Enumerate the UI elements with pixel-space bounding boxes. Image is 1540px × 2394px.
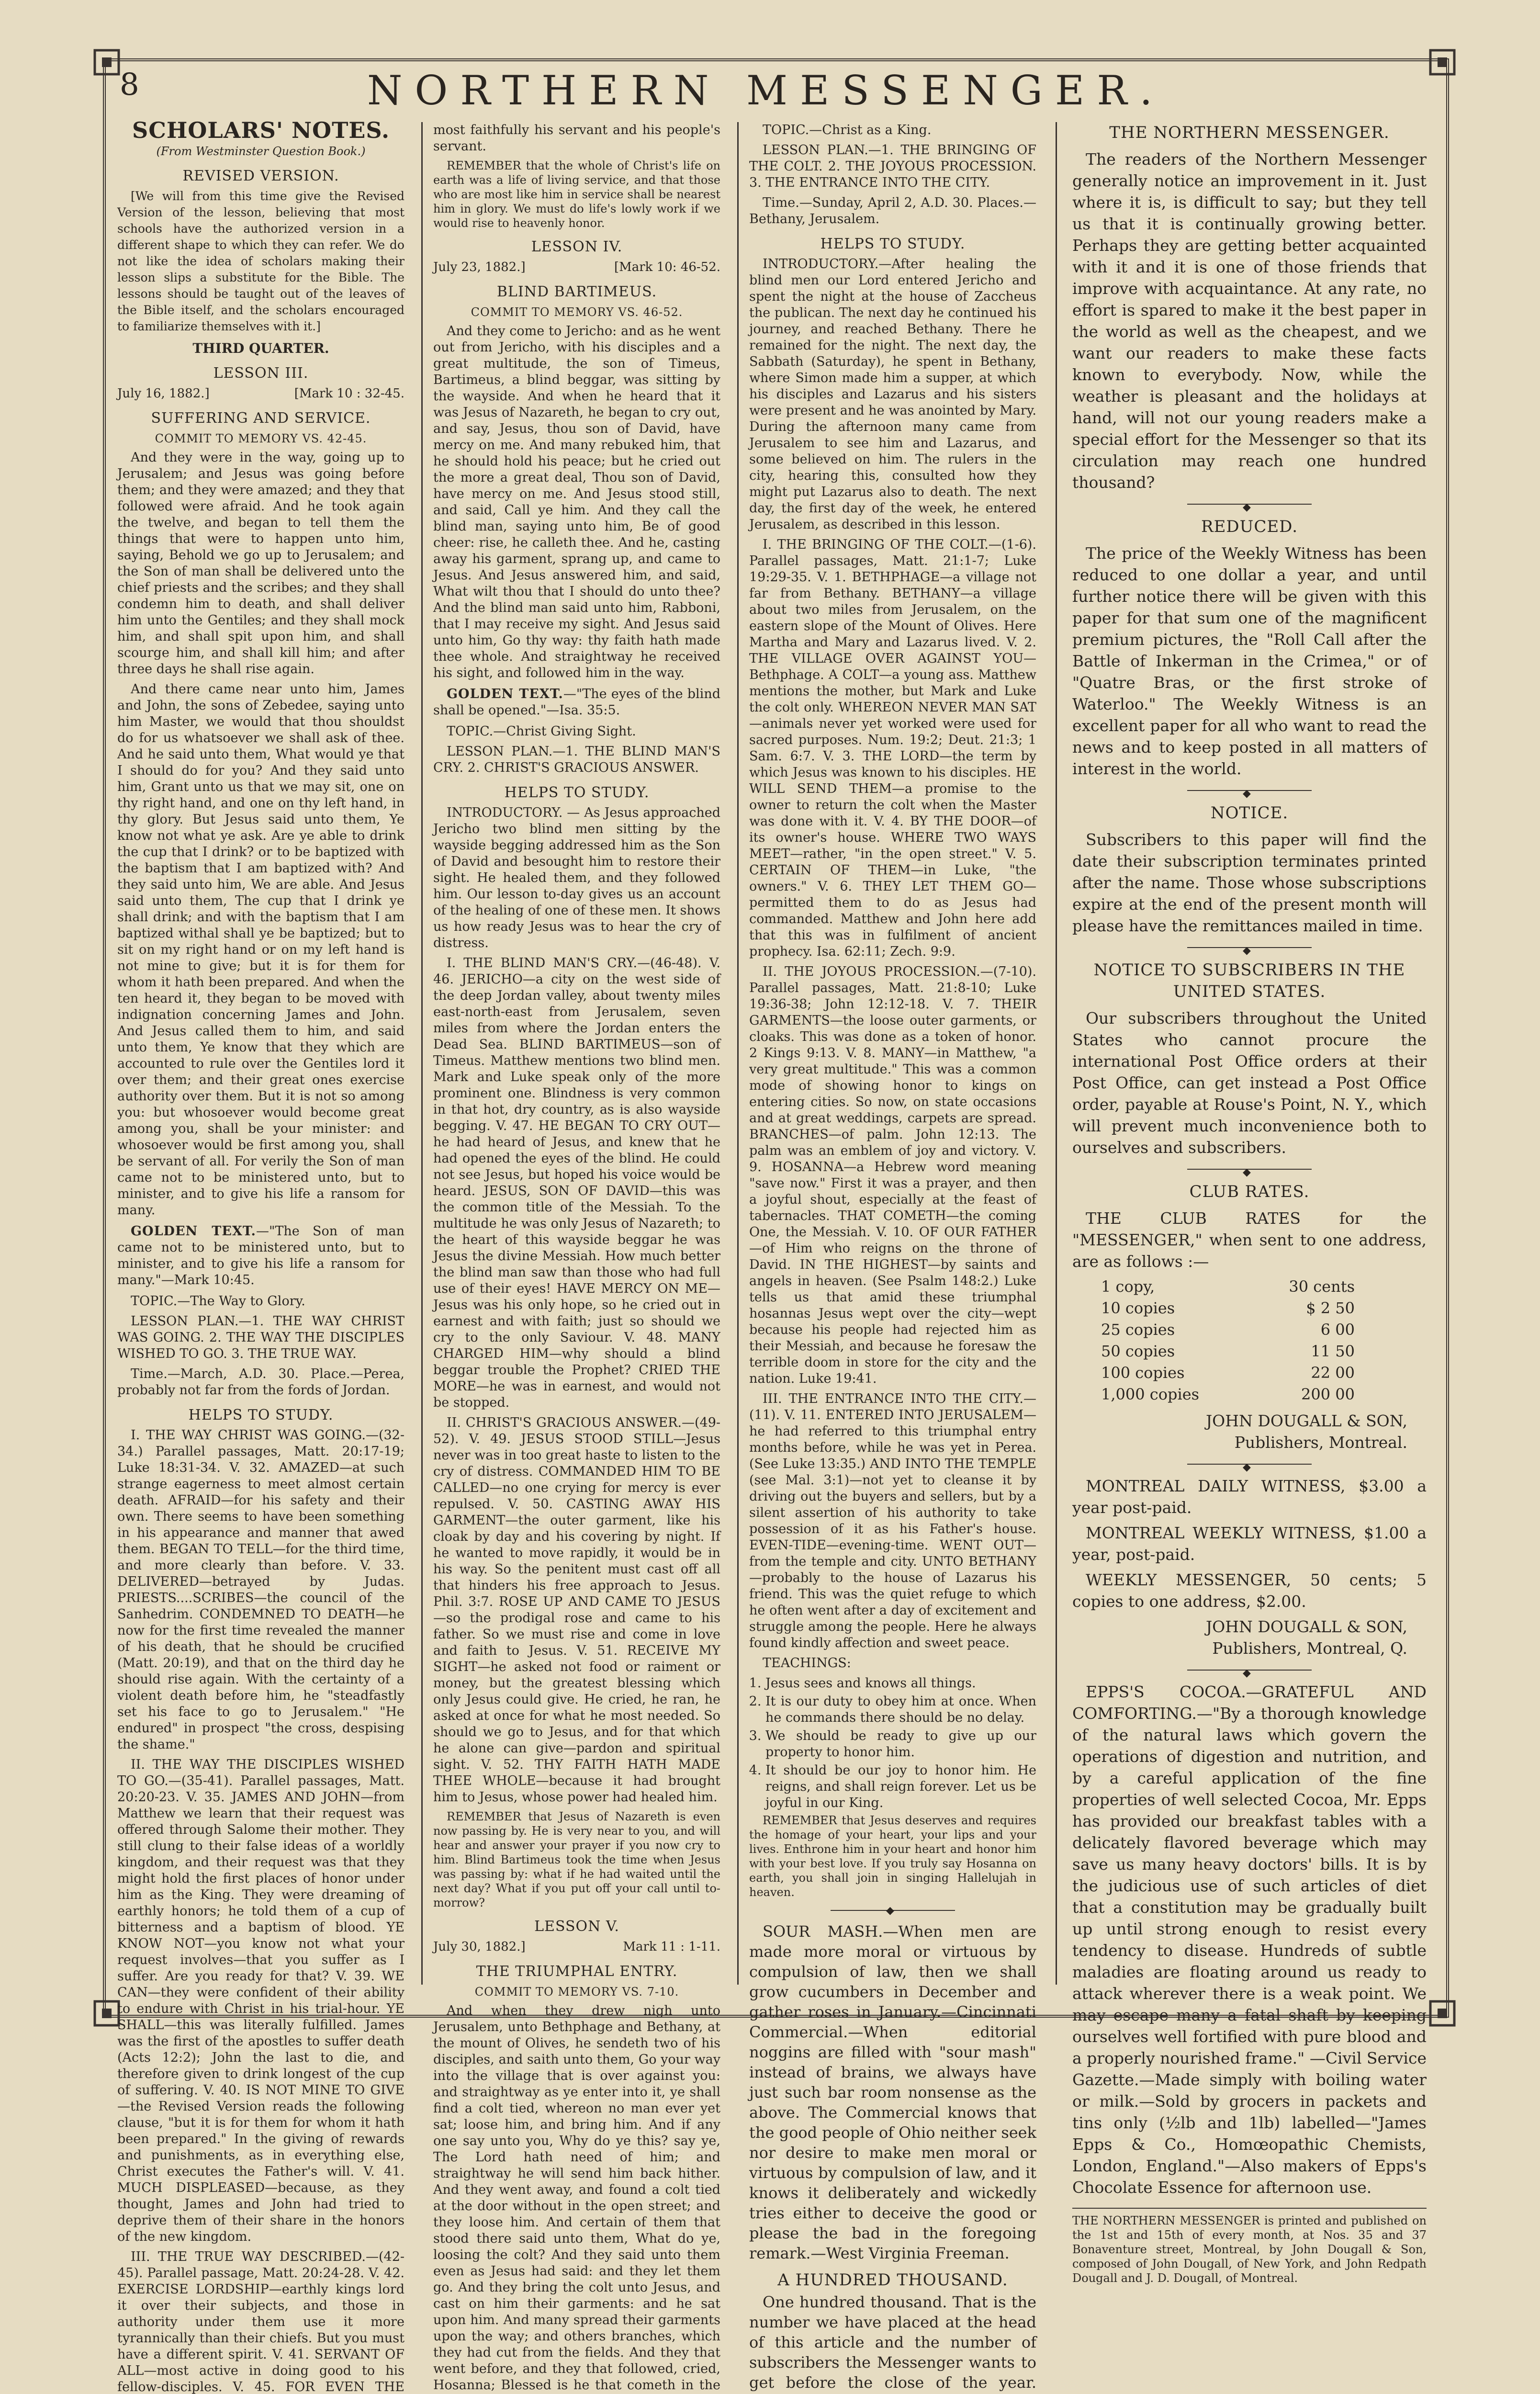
column-rule: [1056, 122, 1057, 1985]
scripture-text: And there came near unto him, James and John, the sons of Zebedee, saying unto him Master, we would that thou shouldst do for us whatsoever we shall ask of thee. And he said unto them, What would ye that I should do for you? And they said unto him, Grant unto us that we may sit, one on thy right hand, and one on thy left hand, in thy glory. But Jesus said unto them, Ye know not what ye ask. Are ye able to drink the cup that I drink? or to be baptized with the baptism that I am baptized with? And they said unto him, We are able. And Jesus said unto them, The cup that I drink ye shall drink; and with the baptism that I am baptized withal shall ye be baptized; but to sit on my right hand or on my left hand is not mine to give; but it is for them for whom it hath been prepared. And when the ten heard it, they began to be moved with indignation concerning James and John. And Jesus called them to him, and said unto them, Ye know that they which are accounted to rule over the Gentiles lord it over them; and their great ones exercise authority over them. But it is not so among you: but whosoever would become great among you, shall be your minister: and whosoever would be first among you, shall be servant of all. For verily the Son of man came not to be ministered unto, but to minister, and to give his life a ransom for many.: [117, 682, 405, 1218]
masthead-title: NORTHERN MESSENGER.: [367, 67, 1165, 114]
helps-heading: HELPS TO STUDY.: [188, 1407, 334, 1423]
ornament-divider: [1187, 947, 1312, 948]
commit-to-memory: COMMIT TO MEMORY VS. 42-45.: [155, 432, 367, 445]
remember-note: REMEMBER that the whole of Christ's life on earth was a life of living service, and that those who are most like him in service shall be nearest him in glory. We must do life's lowly work if we would rise to heavenly honor.: [433, 159, 720, 230]
help-paragraph: II. THE JOYOUS PROCESSION.—(7-10). Parallel passages, Matt. 21:8-10; Luke 19:36-38; John 12:12-18. V. 7. THEIR GARMENTS—the loose outer garments, or cloaks. This was done as a token of honor. 2 Kings 9:13. V. 8. MANY—in Matthew, "a very great multitude." This was a common mode of showing honor to kings on entering cities. So now, on state occasions and at great weddings, carpets are spread. BRANCHES—of palm. John 12:13. The palm was an emblem of joy and victory. V. 9. HOSANNA—a Hebrew word meaning "save now." First it was a prayer, and then a joyful shout, especially at the feast of tabernacles. THAT COMETH—the coming One, the Messiah. V. 10. OF OUR FATHER—of Him who reigns on the throne of David. IN THE HIGHEST—by saints and angels in heaven. (See Psalm 148:2.) Luke tells us that amid these triumphal hosannas Jesus wept over the city—wept because his people had rejected him as their Messiah, and because he foresaw the terrible doom in store for the city and the nation. Luke 19:41.: [749, 964, 1036, 1386]
lesson-heading: LESSON V.: [534, 1918, 619, 1935]
club-rates-table: [1101, 1276, 1427, 1405]
list-item: 4. It should be our joy to honor him. He reigns, and shall reign forever. Let us be joyful in our King.: [765, 1762, 1036, 1811]
ornament-divider: [1187, 1169, 1312, 1170]
table-row: 1,000 copies 200 00: [1101, 1385, 1355, 1403]
page-number: 8: [120, 67, 139, 102]
epps-advertisement: EPPS'S COCOA.—GRATEFUL AND COMFORTING.—"By a thorough knowledge of the natural laws which govern the operations of digestion and nutrition, and by a careful application of the fine properties of well selected Cocoa, Mr. Epps has provided our breakfast tables with a delicately flavored beverage which may save us many heavy doctors' bills. It is by the judicious use of such articles of diet that a constitution may be gradually built up until strong enough to resist every tendency to disease. Hundreds of subtle maladies are floating around us ready to attack wherever there is a weak point. We may escape many a fatal shaft by keeping ourselves well fortified with pure blood and a properly nourished frame." —Civil Service Gazette.—Made simply with boiling water or milk.—Sold by grocers in packets and tins only (½lb and 1lb) labelled—"James Epps & Co., Homœopathic Chemists, London, England."—Also makers of Epps's Chocolate Essence for afternoon use.: [1072, 1683, 1427, 2197]
lesson-subject: THE TRIUMPHAL ENTRY.: [476, 1963, 678, 1980]
ornament-divider: [1187, 1464, 1312, 1465]
lesson-date: July 30, 1882.]: [433, 1940, 526, 1954]
notice-text: The readers of the Northern Messenger generally notice an improvement in it. Just where it is, is difficult to say; but they tell us that it is continually growing better. Perhaps they are getting better acquainted with it and it is one of those friends that improve with acquaintance. At any rate, no effort is spared to make it the best paper in the world as well as the cheapest, and we want our readers to make these facts known to everybody. Now, while the weather is pleasant and the holidays at hand, will not our young readers make a special effort for the Messenger so that its circulation may reach one hundred thousand?: [1072, 150, 1427, 492]
notice-text: Subscribers to this paper will find the date their subscription terminates printed after the name. Those whose subscriptions expire at the end of the present month will please have the remittances mailed in time.: [1072, 830, 1427, 935]
column-lesson-four: [433, 122, 720, 2393]
notice-text: Our subscribers throughout the United States who cannot procure the international Post Office orders at their Post Office, can get instead a Post Office order, payable at Rouse's Point, N. Y., which will prevent much inconvenience both to ourselves and subscribers.: [1072, 1009, 1427, 1157]
help-paragraph: INTRODUCTORY.—After healing the blind men our Lord entered Jericho and spent the night at the house of Zaccheus the publican. The next day he continued his journey, and reached Bethany. There he remained for the night. The next day, the Sabbath (Saturday), he spent in Bethany, where Simon made him a supper, at which his disciples and Lazarus and his sisters were present and he was anointed by Mary. During the afternoon many came from Jerusalem to see him and Lazarus, and some believed on him. The rulers in the city, hearing this, consulted how they might put Lazarus also to death. The next day, the first day of the week, he entered Jerusalem, as described in this lesson.: [749, 257, 1036, 532]
article-text: One hundred thousand. That is the number we have placed at the head of this article and the number of subscribers the Messenger wants to get before the close of the year.: [749, 2293, 1036, 2392]
scripture-text: And they come to Jericho: and as he went out from Jericho, with his disciples and a great multitude, the son of Timeus, Bartimeus, a blind beggar, was sitting by the wayside. And when he heard that it was Jesus of Nazareth, he began to cry out, and say, Jesus, thou son of David, have mercy on me. And many rebuked him, that he should hold his peace; but he cried out the more a great deal, Thou son of David, have mercy on me. And Jesus stood still, and said, Call ye him. And they call the blind man, saying unto him, Be of good cheer: rise, he calleth thee. And he, casting away his garment, sprang up, and came to Jesus. And Jesus answered him, and said, What wilt thou that I should do unto thee? And the blind man said unto him, Rabboni, that I may receive my sight. And Jesus said unto him, Go thy way: thy faith hath made thee whole. And straightway he received his sight, and followed him in the way.: [433, 324, 720, 680]
club-intro: THE CLUB RATES for the "MESSENGER," when sent to one address, are as follows :—: [1072, 1209, 1427, 1271]
column-rule: [737, 122, 739, 1985]
help-paragraph: INTRODUCTORY. — As Jesus approached Jericho two blind men sitting by the wayside begging addressed him as the Son of David and besought him to restore their sight. He healed them, and they followed him. Our lesson to-day gives us an account of the healing of one of these men. It shows us how ready Jesus was to hear the cry of distress.: [433, 805, 720, 950]
notice-title: NOTICE.: [1210, 803, 1289, 823]
lesson-heading: LESSON IV.: [531, 238, 623, 255]
price-line: MONTREAL DAILY WITNESS, $3.00 a year post-paid.: [1072, 1477, 1427, 1517]
help-paragraph: I. THE WAY CHRIST WAS GOING.—(32-34.) Parallel passages, Matt. 20:17-19; Luke 18:31-34. V. 32. AMAZED—at such strange eagerness to meet almost certain death. AFRAID—for his safety and their own. There seems to have been something in his appearance and manner that awed them. BEGAN TO TELL—for the third time, and more clearly than before. V. 33. DELIVERED—betrayed by Judas. PRIESTS....SCRIBES—the council of the Sanhedrim. CONDEMNED TO DEATH—he now for the first time revealed the manner of his death, that he should be crucified (Matt. 20:19), and that on the third day he should rise again. With the certainty of a violent death before him, he "steadfastly set his face to go to Jerusalem." "He endured" in prospect "the cross, despising the shame.": [117, 1428, 405, 1752]
lesson-subject: BLIND BARTIMEUS.: [496, 283, 657, 300]
golden-text: GOLDEN TEXT.—"The Son of man came not to be ministered unto, but to minister, and to give his life a ransom for many."—Mark 10:45.: [117, 1224, 405, 1287]
column-scholars-notes: [117, 117, 405, 2394]
help-paragraph: I. THE BLIND MAN'S CRY.—(46-48). V. 46. JERICHO—a city on the west side of the deep Jordan valley, about twenty miles east-north-east from Jerusalem, seven miles from where the Jordan enters the Dead Sea. BLIND BARTIMEUS—son of Timeus. Matthew mentions two blind men. Mark and Luke speak only of the more prominent one. Blindness is very common in that hot, dry country, as is also wayside begging. V. 47. HE BEGAN TO CRY OUT—he had heard of Jesus, and knew that he had opened the eyes of the blind. He could not see Jesus, but hoped his voice would be heard. JESUS, SON OF DAVID—this was the common title of the Messiah. To the multitude he was only Jesus of Nazareth; to the heart of this wayside beggar he was Jesus the divine Messiah. How much better the blind man saw than those who had full use of their eyes! HAVE MERCY ON ME—Jesus was his only hope, so he cried out in earnest and with faith; just so should we cry to the only Saviour. V. 48. MANY CHARGED HIM—why should a blind beggar trouble the Prophet? CRIED THE MORE—he was in earnest, and would not be stopped.: [433, 956, 720, 1410]
topic: TOPIC.—The Way to Glory.: [131, 1294, 305, 1309]
article-title: A HUNDRED THOUSAND.: [777, 2270, 1008, 2290]
table-row: 1 copy, 30 cents: [1101, 1277, 1355, 1296]
help-paragraph: II. CHRIST'S GRACIOUS ANSWER.—(49-52). V. 49. JESUS STOOD STILL—Jesus never was in too great haste to listen to the cry of distress. COMMANDED HIM TO BE CALLED—no one crying for mercy is ever repulsed. V. 50. CASTING AWAY HIS GARMENT—the outer garment, like his cloak by day and his covering by night. If he wanted to move rapidly, it would be in his way. So the penitent must cast off all that hinders his free approach to Jesus. Phil. 3:7. ROSE UP AND CAME TO JESUS—so the prodigal rose and came to his father. So we must rise and come in love and faith to Jesus. V. 51. RECEIVE MY SIGHT—he asked not food or raiment or money, but the greatest blessing which only Jesus could give. He cried, he ran, he asked at once for what he most needed. So should we go to Jesus, and for that which he alone can give—pardon and spiritual sight. V. 52. THY FAITH HATH MADE THEE WHOLE—because it had brought him to Jesus, whose power had healed him.: [433, 1415, 720, 1805]
column-notices: [1072, 122, 1427, 2285]
notice-title: CLUB RATES.: [1189, 1182, 1310, 1201]
commit-to-memory: COMMIT TO MEMORY VS. 7-10.: [474, 1985, 679, 1999]
section-title: SCHOLARS' NOTES.: [132, 117, 390, 143]
teachings-list: [749, 1675, 1036, 1811]
lesson-date: July 23, 1882.]: [433, 260, 526, 274]
publisher-signature: JOHN DOUGALL & SON,: [1205, 1617, 1407, 1636]
table-row: 10 copies $ 2 50: [1101, 1299, 1355, 1317]
lesson-date: July 16, 1882.]: [117, 386, 210, 401]
time-place: Time.—March, A.D. 30. Place.—Perea, probably not far from the fords of Jordan.: [117, 1366, 405, 1398]
column-lesson-five: [749, 122, 1036, 2392]
list-item: 3. We should be ready to give up our property to honor him.: [765, 1728, 1036, 1761]
lesson-plan: LESSON PLAN.—1. THE BRINGING OF THE COLT. 2. THE JOYOUS PROCESSION. 3. THE ENTRANCE INTO THE CITY.: [749, 143, 1036, 190]
editor-note: [We will from this time give the Revised Version of the lesson, believing that most schools have the authorized version in a different shape to which they can refer. We do not like the idea of scholars making their lesson slips a substitute for the Bible. The lessons should be taught out of the leaves of the Bible itself, and the scholars encouraged to familiarize themselves with it.]: [117, 189, 405, 333]
lesson-plan: LESSON PLAN.—1. THE BLIND MAN'S CRY. 2. CHRIST'S GRACIOUS ANSWER.: [433, 744, 720, 775]
scripture-text: And when they drew nigh unto Jerusalem, unto Bethphage and Bethany, at the mount of Olives, he sendeth two of his disciples, and saith unto them, Go your way into the village that is over against you: and straightway as ye enter into it, ye shall find a colt tied, whereon no man ever yet sat; loose him, and bring him. And if any one say unto you, Why do ye this? say ye, The Lord hath need of him; and straightway he will send him back hither. And they went away, and found a colt tied at the door without in the open street; and they loose him. And certain of them that stood there said unto them, What do ye, loosing the colt? And they said unto them even as Jesus had said: and they let them go. And they bring the colt unto Jesus, and cast on him their garments: and he sat upon him. And many spread their garments upon the way; and others branches, which they had cut from the fields. And they that went before, and they that followed, cried, Hosanna; Blessed is he that cometh in the: [433, 2003, 720, 2393]
table-row: 50 copies 11 50: [1101, 1342, 1355, 1360]
quarter-heading: THIRD QUARTER.: [192, 340, 329, 356]
price-line: WEEKLY MESSENGER, 50 cents; 5 copies to one address, $2.00.: [1072, 1570, 1427, 1611]
help-paragraph: III. THE ENTRANCE INTO THE CITY.—(11). V. 11. ENTERED INTO JERUSALEM—he had referred to this triumphal entry months before, while he was yet in Perea. (See Luke 13:35.) AND INTO THE TEMPLE (see Mal. 3:1)—not yet to cleanse it by driving out the buyers and sellers, but by a silent assertion of his authority to take possession of it as his Father's house. EVEN-TIDE—evening-time. WENT OUT—from the temple and city. UNTO BETHANY—probably to the house of Lazarus his friend. This was the quiet refuge to which he often went after a day of excitement and struggle among the people. Here he always found kindly affection and sweet peace.: [749, 1391, 1036, 1650]
lesson-ref: Mark 11 : 1-11.: [623, 1940, 720, 1954]
teachings-label: TEACHINGS:: [763, 1656, 851, 1671]
corner-ornament-icon: [1421, 41, 1464, 84]
imprint-note: THE NORTHERN MESSENGER is printed and published on the 1st and 15th of every month, at Nos. 35 and 37 Bonaventure street, Montreal, by John Dougall & Son, composed of John Dougall, of New York, and John Redpath Dougall and J. D. Dougall, of Montreal.: [1072, 2208, 1427, 2285]
source-note: (From Westminster Question Book.): [156, 145, 366, 158]
help-paragraph: III. THE TRUE WAY DESCRIBED.—(42-45). Parallel passage, Matt. 20:24-28. V. 42. EXERCISE LORDSHIP—earthly kings lord it over their subjects, and those in authority under them use it more tyrannically than their chiefs. But you must have a different spirit. V. 41. SERVANT OF ALL—most active in doing good to his fellow-disciples. V. 45. FOR EVEN THE: [117, 2249, 405, 2394]
helps-heading: HELPS TO STUDY.: [820, 236, 966, 252]
scripture-text: And they were in the way, going up to Jerusalem; and Jesus was going before them; and they were amazed; and they that followed were afraid. And he took again the twelve, and began to tell them the things that were to happen unto him, saying, Behold we go up to Jerusalem; and the Son of man shall be delivered unto the chief priests and the scribes; and they shall condemn him to death, and shall deliver him unto the Gentiles; and they shall mock him, and shall spit upon him, and shall scourge him, and shall kill him; and after three days he shall rise again.: [117, 450, 405, 677]
topic: TOPIC.—Christ Giving Sight.: [447, 724, 636, 739]
remember-note: REMEMBER that Jesus of Nazareth is even now passing by. He is very near to you, and will hear and answer your prayer if you now cry to him. Blind Bartimeus took the time when Jesus was passing by: what if he had waited until the next day? What if you put off your call until to-morrow?: [433, 1810, 720, 1909]
ornament-divider: [1187, 790, 1312, 791]
notice-title: THE NORTHERN MESSENGER.: [1109, 123, 1390, 142]
topic: TOPIC.—Christ as a King.: [763, 123, 932, 137]
help-paragraph: I. THE BRINGING OF THE COLT.—(1-6). Parallel passages, Matt. 21:1-7; Luke 19:29-35. V. 1. BETHPHAGE—a village not far from Bethany. BETHANY—a village about two miles from Jerusalem, on the eastern slope of the Mount of Olives. Here Martha and Mary and Lazarus lived. V. 2. THE VILLAGE OVER AGAINST YOU—Bethphage. A COLT—a young ass. Matthew mentions the mother, but Mark and Luke the colt only. WHEREON NEVER MAN SAT—animals never yet worked were used for sacred purposes. Num. 19:2; Deut. 21:3; 1 Sam. 6:7. V. 3. THE LORD—the term by which Jesus was known to his disciples. HE WILL SEND THEM—a promise to the owner to return the colt when the Master was done with it. V. 4. BY THE DOOR—of its owner's house. WHERE TWO WAYS MEET—rather, "in the open street." V. 5. CERTAIN OF THEM—in Luke, "the owners." V. 6. THEY LET THEM GO—permitted them to do as Jesus had commanded. Matthew and John here add that this was in fulfilment of ancient prophecy. Isa. 62:11; Zech. 9:9.: [749, 537, 1036, 959]
lesson-ref: [Mark 10: 46-52.: [614, 260, 720, 274]
ornament-divider: [1187, 504, 1312, 505]
remember-note: REMEMBER that Jesus deserves and requires the homage of your heart, your lips and your lives. Enthrone him in your heart and honor him with your best love. If you truly say Hosanna on earth, you shall join in singing Hallelujah in heaven.: [749, 1814, 1036, 1899]
column-rule: [421, 122, 423, 1985]
publisher-location: Publishers, Montreal, Q.: [1212, 1639, 1407, 1658]
notice-title: NOTICE TO SUBSCRIBERS IN THE UNITED STATES.: [1093, 960, 1405, 1001]
lesson-ref: [Mark 10 : 32-45.: [294, 386, 405, 401]
time-place: Time.—Sunday, April 2, A.D. 30. Places.—Bethany, Jerusalem.: [749, 195, 1036, 226]
sour-mash-paragraph: SOUR MASH.—When men are made more moral or virtuous by compulsion of law, then we shall grow cucumbers in December and gather roses in January.—Cincinnati Commercial.—When editorial noggins are filled with "sour mash" instead of brains, we always have just such bar room nonsense as the above. The Commercial knows that the good people of Ohio neither seek nor desire to make men moral or virtuous by compulsion of law, and it knows it deliberately and wickedly tries either to deceive the good or please the bad in the foregoing remark.—West Virginia Freeman.: [749, 1922, 1036, 2262]
continued-text: most faithfully his servant and his people's servant.: [433, 123, 720, 154]
price-line: MONTREAL WEEKLY WITNESS, $1.00 a year, post-paid.: [1072, 1524, 1427, 1564]
golden-text: GOLDEN TEXT.—"The eyes of the blind shall be opened."—Isa. 35:5.: [433, 687, 720, 718]
list-item: 1. Jesus sees and knows all things.: [765, 1675, 1036, 1692]
ornament-divider: [1187, 1670, 1312, 1671]
subheading: REVISED VERSION.: [182, 168, 339, 184]
table-row: 25 copies 6 00: [1101, 1321, 1355, 1339]
commit-to-memory: COMMIT TO MEMORY VS. 46-52.: [471, 305, 683, 319]
list-item: 2. It is our duty to obey him at once. When he commands there should be no delay.: [765, 1694, 1036, 1726]
corner-ornament-icon: [1421, 1992, 1464, 2035]
publisher-location: Publishers, Montreal.: [1234, 1433, 1407, 1452]
help-paragraph: II. THE WAY THE DISCIPLES WISHED TO GO.—(35-41). Parallel passages, Matt. 20:20-23. V. 35. JAMES AND JOHN—from Matthew we learn that their request was offered through Salome their mother. They still clung to their false ideas of a worldly kingdom, and their request was that they might hold the first places of honor under him as the King. They were dreaming of earthly honors; he told them of a cup of bitterness and a baptism of blood. YE KNOW NOT—you know not what your request involves—that you suffer as I suffer. Are you ready for that? V. 39. WE CAN—they were confident of their ability to endure with Christ in his trial-hour. YE SHALL—this was literally fulfilled. James was the first of the apostles to suffer death (Acts 12:2); John the last to die, and therefore given to drink longest of the cup of suffering. V. 40. IS NOT MINE TO GIVE—the Revised Version reads the following clause, "but it is for them for whom it hath been prepared." In the giving of rewards and punishments, as in everything else, Christ executes the Father's will. V. 41. MUCH DISPLEASED—because, as they thought, James and John had tried to deprive them of their share in the honors of the new kingdom.: [117, 1757, 405, 2244]
lesson-heading: LESSON III.: [213, 365, 309, 382]
table-row: 100 copies 22 00: [1101, 1364, 1355, 1382]
publisher-signature: JOHN DOUGALL & SON,: [1205, 1412, 1407, 1430]
lesson-subject: SUFFERING AND SERVICE.: [151, 410, 371, 427]
notice-text: The price of the Weekly Witness has been reduced to one dollar a year, and until further notice there will be given with this paper for that sum one of the magnificent premium pictures, the "Roll Call after the Battle of Inkerman in the Crimea," or of "Quatre Bras, or the first stroke of Waterloo." The Weekly Witness is an excellent paper for all who want to read the news and to keep posted in all matters of interest in the world.: [1072, 544, 1427, 778]
lesson-plan: LESSON PLAN.—1. THE WAY CHRIST WAS GOING. 2. THE WAY THE DISCIPLES WISHED TO GO. 3. THE TRUE WAY.: [117, 1314, 405, 1361]
ornament-divider: [831, 1910, 955, 1911]
notice-title: REDUCED.: [1201, 517, 1298, 536]
helps-heading: HELPS TO STUDY.: [504, 784, 650, 801]
